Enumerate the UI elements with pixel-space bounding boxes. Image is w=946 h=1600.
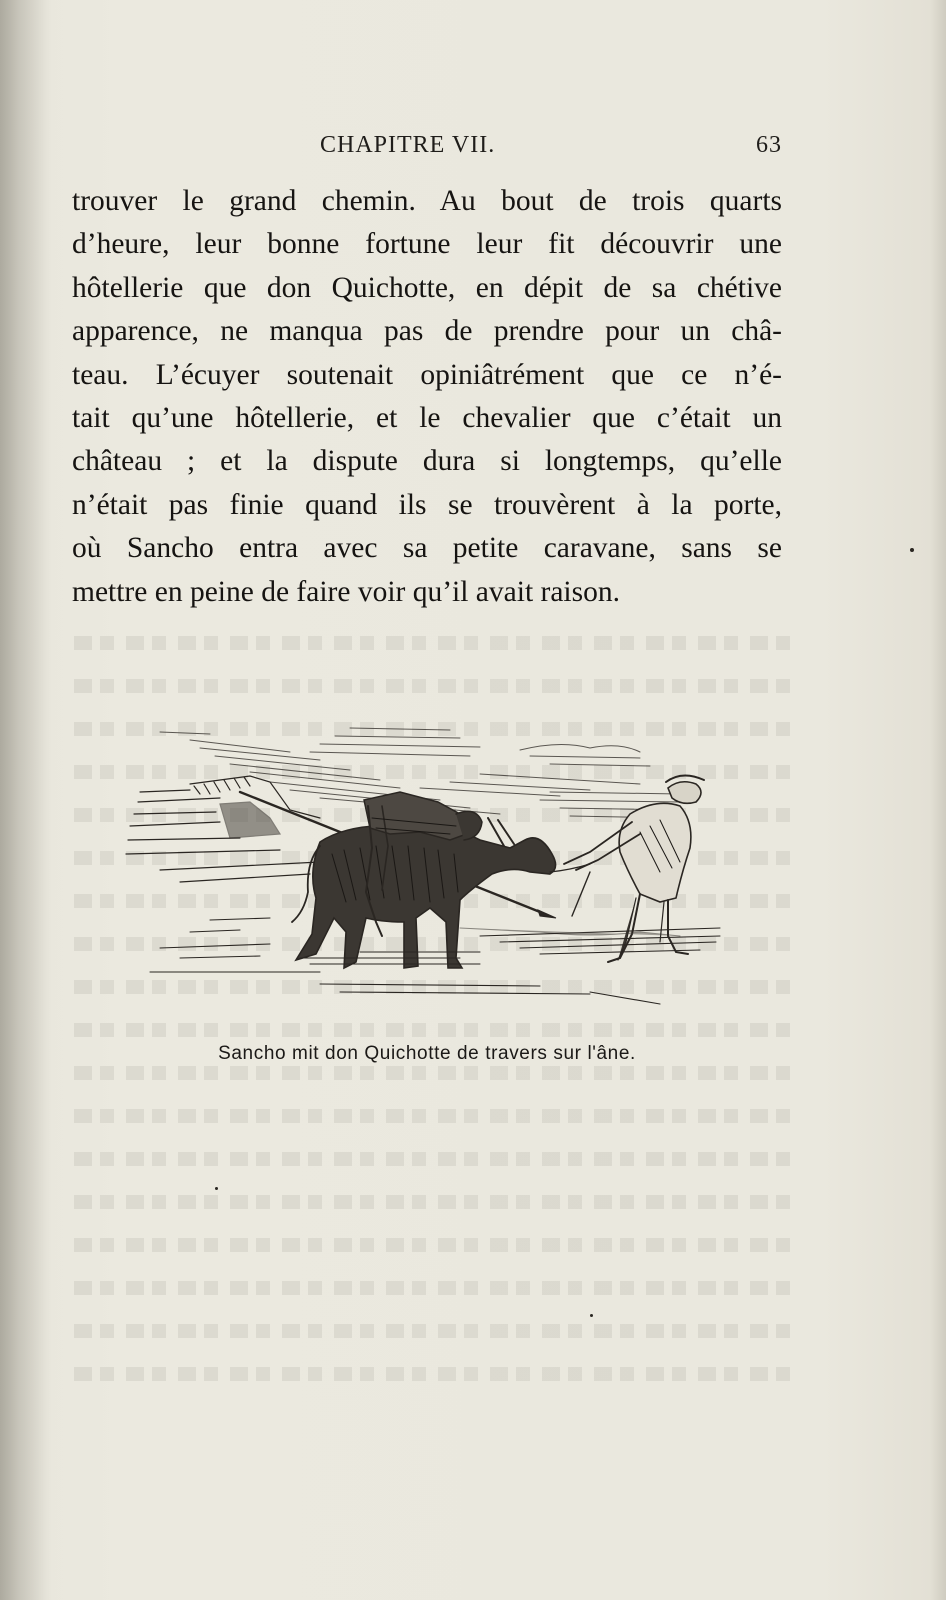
foxing-spot bbox=[215, 1187, 218, 1190]
foxing-spot bbox=[910, 548, 914, 552]
body-paragraph bbox=[72, 180, 782, 614]
text-line: tait qu’une hôtellerie, et le chevalier que c’était un bbox=[72, 401, 782, 434]
chapter-title: CHAPITRE VII. bbox=[320, 132, 496, 158]
text-line: trouver le grand chemin. Au bout de trois quarts bbox=[72, 185, 782, 217]
text-line: apparence, ne manqua pas de prendre pour un châ- bbox=[72, 315, 782, 348]
running-head bbox=[72, 132, 782, 166]
figure-caption: Sancho mit don Quichotte de travers sur l'âne. bbox=[218, 1043, 636, 1064]
gutter-shadow bbox=[0, 0, 52, 1600]
page-number: 63 bbox=[756, 132, 782, 158]
text-line: teau. L’écuyer soutenait opiniâtrément que ce n’é- bbox=[72, 358, 782, 391]
text-line: château ; et la dispute dura si longtemps, qu’elle bbox=[72, 445, 782, 478]
text-line: mettre en peine de faire voir qu’il avait raison. bbox=[72, 575, 620, 608]
distant-hill bbox=[126, 776, 320, 882]
text-line: n’était pas finie quand ils se trouvèrent à la porte, bbox=[72, 488, 782, 521]
engraving-illustration bbox=[120, 722, 740, 1022]
donkey bbox=[292, 818, 556, 968]
text-line: hôtellerie que don Quichotte, en dépit de sa chétive bbox=[72, 271, 782, 304]
foxing-spot bbox=[590, 1314, 593, 1317]
ground-shading bbox=[150, 918, 720, 1004]
text-line: d’heure, leur bonne fortune leur fit découvrir une bbox=[72, 228, 782, 261]
text-line: où Sancho entra avec sa petite caravane, sans se bbox=[72, 532, 782, 565]
sancho-donkey-engraving bbox=[120, 722, 740, 1022]
